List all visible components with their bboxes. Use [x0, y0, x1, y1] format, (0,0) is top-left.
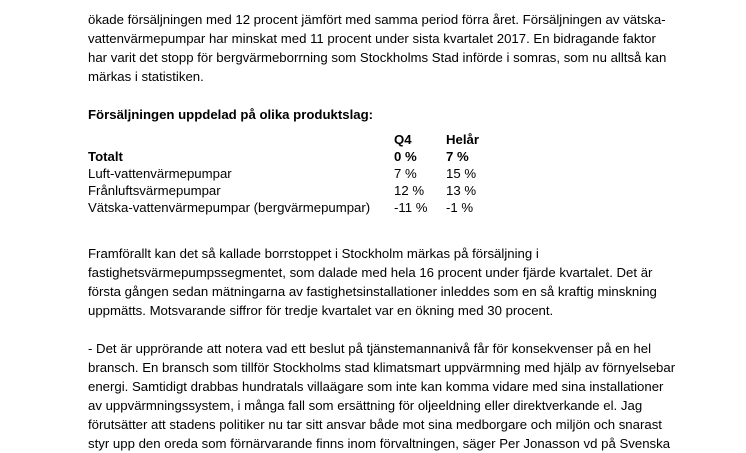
row-q4-value: 7 %: [394, 166, 417, 181]
table-row: [88, 165, 506, 182]
sales-table: [88, 131, 506, 216]
row-year-value: 7 %: [446, 149, 469, 164]
table-row: [88, 182, 506, 199]
paragraph-borrstopp: [88, 244, 688, 320]
sales-heading: Försäljningen uppdelad på olika produktslag:: [88, 107, 374, 122]
row-label: Vätska-vattenvärmepumpar (bergvärmepumpar): [88, 200, 371, 215]
table-header-row: [88, 131, 506, 148]
text-line: - Det är upprörande att notera vad ett beslut på tjänstemannanivå får för konsekvenser på en hel: [88, 341, 652, 356]
intro-paragraph: [88, 10, 688, 86]
text-line: styr upp den oreda som förnärvarande finns inom förvaltningen, säger Per Jonasson vd på Svenska: [88, 436, 671, 451]
row-year-value: 13 %: [446, 183, 477, 198]
row-q4-value: -11 %: [394, 200, 428, 215]
text-line: uppmätts. Motsvarande siffror för tredje kvartalet var en ökning med 30 procent.: [88, 303, 554, 318]
table-row: [88, 199, 506, 216]
document-page: [88, 0, 688, 453]
header-label: [88, 131, 394, 148]
header-q4: Q4: [394, 132, 412, 147]
row-q4-value: 12 %: [394, 183, 425, 198]
cut-off-line: [88, 0, 688, 10]
text-line: ökade försäljningen med 12 procent jämfört med samma period förra året. Försäljningen av vätska-: [88, 12, 666, 27]
row-label: Luft-vattenvärmepumpar: [88, 166, 232, 181]
paragraph-quote: [88, 339, 688, 453]
row-label: Totalt: [88, 149, 123, 164]
table-row-total: [88, 148, 506, 165]
row-q4-value: 0 %: [394, 149, 417, 164]
text-line: har varit det stopp för bergvärmeborrning som Stockholms Stad införde i somras, som nu alltså kan: [88, 50, 667, 65]
text-line: förutsätter att stadens politiker nu tar sitt ansvar både mot sina medborgare och miljön och snarast: [88, 417, 662, 432]
text-line: Framförallt kan det så kallade borrstoppet i Stockholm märkas på försäljning i: [88, 246, 539, 261]
row-label: Frånluftsvärmepumpar: [88, 183, 221, 198]
row-year-value: 15 %: [446, 166, 477, 181]
row-year-value: -1 %: [446, 200, 474, 215]
text-line: bransch. En bransch som tillför Stockholms stad klimatsmart uppvärmning med hjälp av förnyelsebar: [88, 360, 676, 375]
text-line: märkas i statistiken.: [88, 69, 204, 84]
text-line: av uppvärmningssystem, i många fall som ersättning för oljeeldning eller direktverkande el. Jag: [88, 398, 643, 413]
text-line: fastighetsvärmepumpssegmentet, som dalade med hela 16 procent under fjärde kvartalet. Det är: [88, 265, 653, 280]
text-line: energi. Samtidigt drabbas hundratals villaägare som inte kan komma vidare med sina installationer: [88, 379, 664, 394]
text-line: första gången sedan mätningarna av fastighetsinstallationer inleddes som en så kraftig minskning: [88, 284, 657, 299]
text-line: vattenvärmepumpar har minskat med 11 procent under sista kvartalet 2017. En bidragande faktor: [88, 31, 656, 46]
header-year: Helår: [446, 132, 479, 147]
